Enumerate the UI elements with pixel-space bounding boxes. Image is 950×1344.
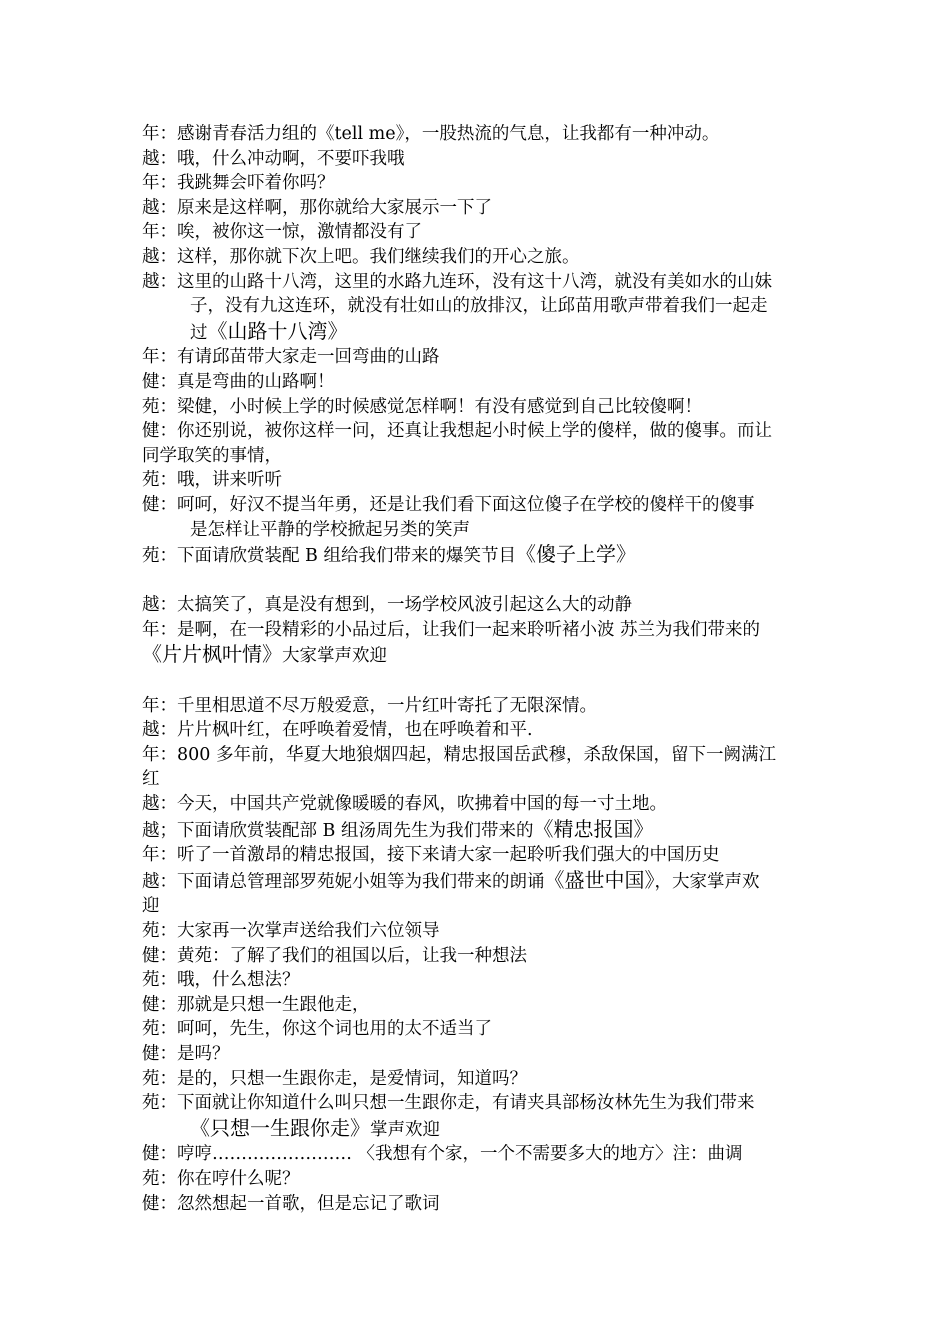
script-line-continuation (142, 319, 814, 346)
text-segment: 越：下面请总管理部罗苑妮小姐等为我们带来的朗诵 (142, 871, 545, 892)
script-line: 健：忽然想起一首歌，但是忘记了歌词 (142, 1193, 440, 1214)
text-segment: 掌声欢迎 (370, 1119, 440, 1140)
script-line: 健：是吗？ (142, 1043, 230, 1064)
script-line: 年：听了一首激昂的精忠报国，接下来请大家一起聆听我们强大的中国历史 (142, 845, 720, 866)
script-line: 健：那就是只想一生跟他走， (142, 994, 370, 1015)
script-line: 越：哦，什么冲动啊，不要吓我哦 (142, 148, 405, 169)
blank-line (142, 569, 814, 594)
script-line: 苑：梁健，小时候上学的时候感觉怎样啊！有没有感觉到自己比较傻啊！ (142, 396, 702, 417)
script-line: 年：千里相思道不尽万般爱意，一片红叶寄托了无限深情。 (142, 695, 597, 716)
text-segment: ，大家掌声欢 (654, 871, 760, 892)
script-line: 迎 (142, 896, 160, 917)
script-line: 健：真是弯曲的山路啊！ (142, 371, 335, 392)
script-line (142, 817, 814, 844)
program-title: 《傻子上学》 (515, 542, 636, 567)
script-line: 健：呵呵，好汉不提当年勇，还是让我们看下面这位傻子在学校的傻样干的傻事 (142, 494, 755, 515)
script-line: 越：今天，中国共产党就像暖暖的春风，吹拂着中国的每一寸土地。 (142, 794, 667, 815)
program-title: 《只想一生跟你走》 (190, 1115, 370, 1140)
program-title: 《精忠报国》 (533, 816, 654, 841)
script-line: 越：这里的山路十八湾，这里的水路九连环，没有这十八湾，就没有美如水的山妹 (142, 271, 772, 292)
script-document (142, 122, 814, 1216)
script-line-continuation: 是怎样让平静的学校掀起另类的笑声 (190, 519, 470, 540)
script-line: 年：是啊，在一段精彩的小品过后，让我们一起来聆听褚小波 苏兰为我们带来的 (142, 619, 761, 640)
text-segment: 苑：下面请欣赏装配 B 组给我们带来的爆笑节目 (142, 546, 516, 567)
text-segment: 过 (190, 322, 208, 343)
script-line: 健：哼哼…………………… 〈我想有个家，一个不需要多大的地方〉注：曲调 (142, 1144, 743, 1165)
program-title: 《山路十八湾》 (207, 318, 348, 343)
script-line (142, 542, 814, 569)
script-line: 苑：你在哼什么呢？ (142, 1168, 300, 1189)
script-line-continuation (142, 1116, 814, 1143)
script-line: 苑：呵呵，先生，你这个词也用的太不适当了 (142, 1019, 492, 1040)
script-line: 苑：哦，讲来听听 (142, 470, 282, 491)
text-segment: 越；下面请欣赏装配部 B 组汤周先生为我们带来的 (142, 820, 534, 841)
program-title: 《盛世中国》 (544, 867, 655, 892)
script-line: 越：太搞笑了，真是没有想到，一场学校风波引起这么大的动静 (142, 595, 632, 616)
script-line (142, 642, 814, 669)
blank-line (142, 669, 814, 694)
script-line (142, 868, 814, 895)
script-line: 同学取笑的事情， (142, 445, 282, 466)
script-line: 年：800 多年前，华夏大地狼烟四起，精忠报国岳武穆，杀敌保国，留下一阙满江 (142, 744, 776, 765)
script-line: 苑：是的，只想一生跟你走，是爱情词，知道吗？ (142, 1068, 527, 1089)
program-title: 《片片枫叶情》 (142, 642, 282, 667)
script-line: 红 (142, 769, 160, 790)
script-line: 越：片片枫叶红，在呼唤着爱情，也在呼唤着和平. (142, 720, 533, 741)
script-line: 越：原来是这样啊，那你就给大家展示一下了 (142, 197, 492, 218)
script-line: 年：感谢青春活力组的《tell me》，一股热流的气息，让我都有一种冲动。 (142, 124, 720, 144)
script-line: 越：这样，那你就下次上吧。我们继续我们的开心之旅。 (142, 246, 580, 267)
script-line: 苑：下面就让你知道什么叫只想一生跟你走，有请夹具部杨汝林先生为我们带来 (142, 1093, 755, 1114)
text-segment: 大家掌声欢迎 (282, 646, 387, 667)
script-line: 苑：大家再一次掌声送给我们六位领导 (142, 921, 440, 941)
script-line: 年：我跳舞会吓着你吗？ (142, 173, 335, 194)
script-line: 年：唉，被你这一惊，激情都没有了 (142, 222, 422, 243)
script-line-continuation: 子，没有九这连环，就没有壮如山的放排汉，让邱苗用歌声带着我们一起走 (190, 296, 768, 317)
script-line: 健：黄苑：了解了我们的祖国以后，让我一种想法 (142, 945, 527, 966)
script-line: 健：你还别说，被你这样一问，还真让我想起小时候上学的傻样，做的傻事。而让 (142, 421, 772, 442)
script-line: 苑：哦，什么想法？ (142, 970, 300, 991)
script-line: 年：有请邱苗带大家走一回弯曲的山路 (142, 347, 440, 368)
